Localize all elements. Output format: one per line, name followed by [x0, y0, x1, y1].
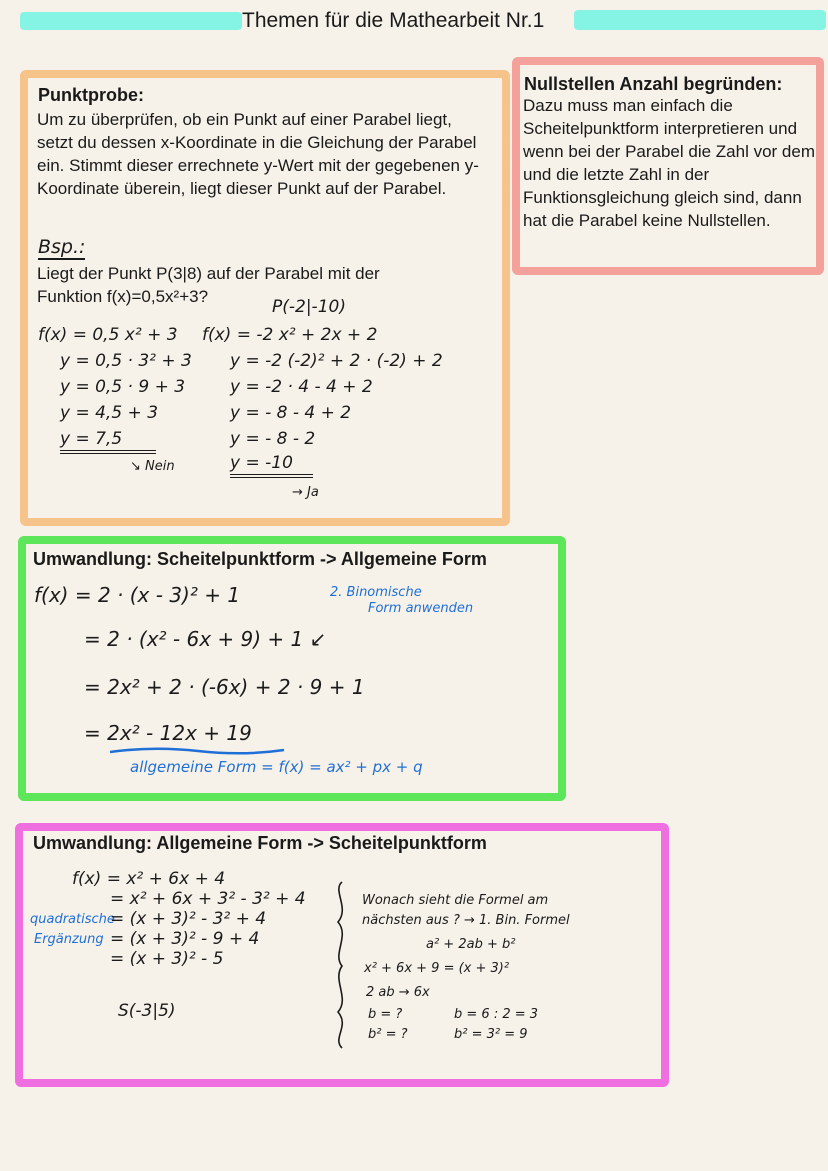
bsp-label — [38, 236, 85, 258]
left-step-1: f(x) = 0,5 x² + 3 — [38, 325, 178, 345]
u2-right-6: b = ? — [368, 1007, 403, 1022]
nullstellen-text: Dazu muss man einfach die Scheitelpunktform interpretieren und wenn bei der Parabel die Zahl vor dem und die letzte Zahl in der Funktionsgleichung gleich sind, dann hat die Parabel keine Nullstellen. — [523, 96, 815, 230]
title-highlight-right — [574, 10, 826, 30]
u2-right-2: nächsten aus ? → 1. Bin. Formel — [362, 913, 570, 928]
u2-label-1: quadratische — [30, 912, 115, 927]
question-line-1: Liegt der Punkt P(3|8) auf der Parabel mit der — [37, 264, 380, 283]
right-step-4: y = - 8 - 4 + 2 — [230, 403, 352, 423]
right-result: → Ja — [292, 485, 319, 500]
u1-footer: allgemeine Form = f(x) = ax² + px + q — [130, 758, 423, 776]
right-step-6: y = -10 — [230, 452, 313, 478]
u2-line-4: = (x + 3)² - 9 + 4 — [110, 929, 260, 949]
u2-line-3: = (x + 3)² - 3² + 4 — [110, 909, 267, 929]
u2-line-2: = x² + 6x + 3² - 3² + 4 — [110, 889, 306, 909]
page-title: Themen für die Mathearbeit Nr.1 — [242, 9, 545, 32]
u1-line-4: = 2x² - 12x + 19 — [84, 721, 252, 745]
right-step-2: y = -2 (-2)² + 2 · (-2) + 2 — [230, 351, 443, 371]
umwandlung2-heading: Umwandlung: Allgemeine Form -> Scheitelpunktform — [33, 833, 487, 853]
umwandlung1-heading: Umwandlung: Scheitelpunktform -> Allgemeine Form — [33, 549, 487, 569]
u1-note-1: 2. Binomische — [330, 585, 422, 600]
u2-right-5: 2 ab → 6x — [366, 985, 430, 1000]
right-step-3: y = -2 · 4 - 4 + 2 — [230, 377, 373, 397]
question-line-2: Funktion f(x)=0,5x²+3? — [37, 287, 209, 306]
u2-right-3: a² + 2ab + b² — [426, 937, 516, 952]
right-step-1: f(x) = -2 x² + 2x + 2 — [202, 325, 378, 345]
point-2: P(-2|-10) — [272, 297, 346, 317]
left-step-2: y = 0,5 · 3² + 3 — [60, 351, 192, 371]
title-highlight-left — [20, 12, 242, 30]
u2-label-2: Ergänzung — [34, 932, 104, 947]
left-step-3: y = 0,5 · 9 + 3 — [60, 377, 186, 397]
right-step-5: y = - 8 - 2 — [230, 429, 316, 449]
u2-right-8: b² = ? — [368, 1027, 408, 1042]
u2-line-5: = (x + 3)² - 5 — [110, 949, 224, 969]
bsp-text: Bsp.: — [38, 236, 86, 258]
u2-right-4: x² + 6x + 9 = (x + 3)² — [364, 961, 510, 976]
u2-line-1: f(x) = x² + 6x + 4 — [72, 869, 226, 889]
punktprobe-text: Um zu überprüfen, ob ein Punkt auf einer Parabel liegt, setzt du dessen x-Koordinate in die Gleichung der Parabel ein. Stimmt dieser errechnete y-Wert mit der gegebenen y-Koordinate überein, liegt dieser Punkt auf der Parabel. — [37, 110, 479, 198]
u2-right-1: Wonach sieht die Formel am — [362, 893, 549, 908]
u1-note-2: Form anwenden — [368, 601, 474, 616]
left-result: ↘ Nein — [130, 459, 175, 474]
curly-brace-icon — [330, 880, 354, 1050]
u1-line-1: f(x) = 2 · (x - 3)² + 1 — [34, 583, 241, 607]
u2-right-9: b² = 3² = 9 — [454, 1027, 528, 1042]
left-step-4: y = 4,5 + 3 — [60, 403, 159, 423]
nullstellen-heading: Nullstellen Anzahl begründen: — [524, 74, 783, 94]
u2-right-7: b = 6 : 2 = 3 — [454, 1007, 539, 1022]
left-step-5: y = 7,5 — [60, 428, 156, 454]
u1-line-3: = 2x² + 2 · (-6x) + 2 · 9 + 1 — [84, 675, 365, 699]
u2-vertex: S(-3|5) — [118, 1001, 176, 1021]
punktprobe-heading: Punktprobe: — [38, 85, 144, 105]
u1-line-2: = 2 · (x² - 6x + 9) + 1 ↙ — [84, 627, 327, 651]
